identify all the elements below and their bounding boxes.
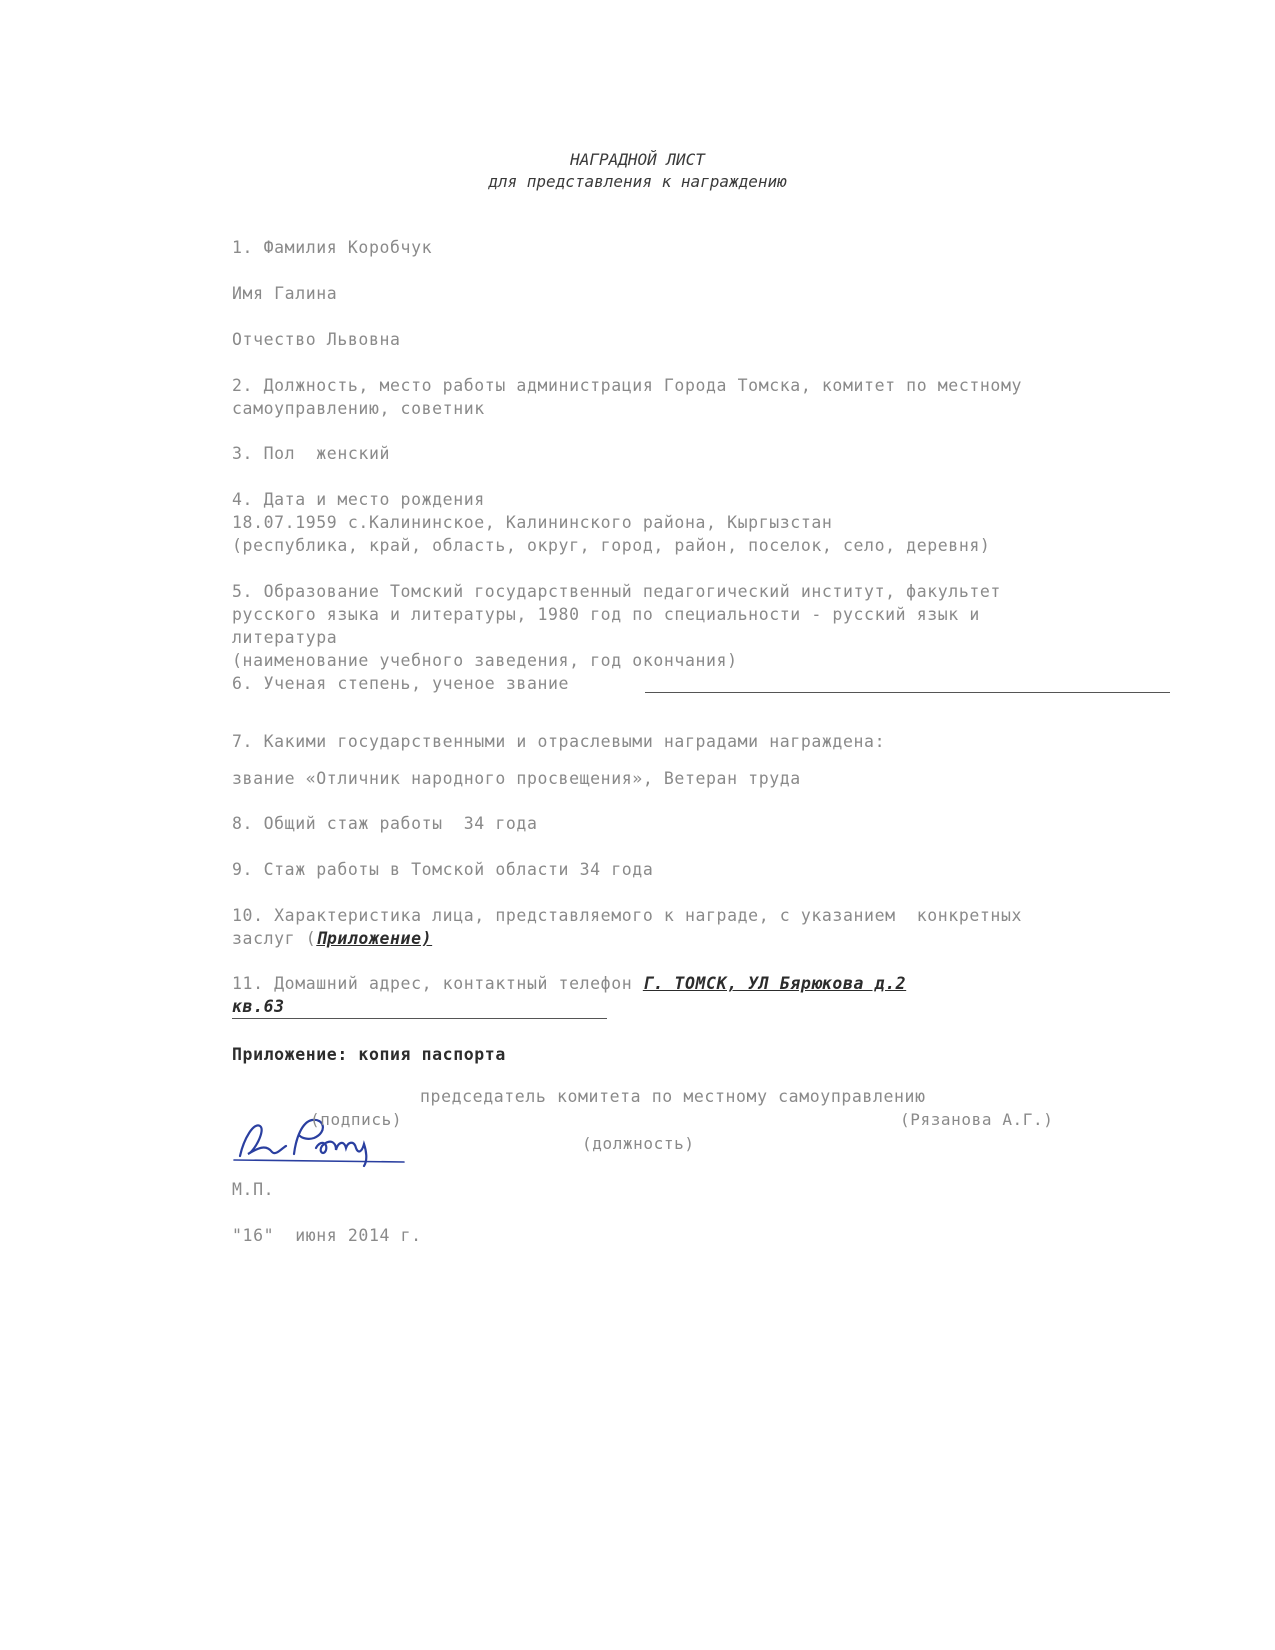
document-title: НАГРАДНОЙ ЛИСТ <box>570 150 705 169</box>
birth-value: 18.07.1959 с.Калининское, Калининского района, Кыргызстан <box>232 513 833 532</box>
characteristic-line-1: 10. Характеристика лица, представляемого к награде, с указанием конкретных <box>232 906 1023 925</box>
address-line-1 <box>232 972 906 995</box>
attachment-note: Приложение: копия паспорта <box>232 1045 506 1064</box>
patronymic-line: Отчество Львовна <box>232 330 401 349</box>
position-line-2: самоуправлению, советник <box>232 399 485 418</box>
address-underline <box>232 1018 607 1019</box>
education-line-3: литература <box>232 628 338 647</box>
total-experience-line: 8. Общий стаж работы 34 года <box>232 814 538 833</box>
education-line-1: 5. Образование Томский государственный педагогический институт, факультет <box>232 582 1001 601</box>
address-line-2: кв.63 <box>232 997 285 1016</box>
region-experience-line: 9. Стаж работы в Томской области 34 года <box>232 860 654 879</box>
name-line: Имя Галина <box>232 284 338 303</box>
characteristic-prefix: заслуг ( <box>232 929 317 948</box>
birth-hint: (республика, край, область, округ, город, район, поселок, село, деревня) <box>232 536 991 555</box>
signatory-role: председатель комитета по местному самоуправлению <box>420 1087 926 1106</box>
stamp-place: М.П. <box>232 1180 275 1199</box>
degree-blank-line <box>645 692 1170 693</box>
address-value: Г. ТОМСК, УЛ Бярюкова д.2 <box>642 974 907 993</box>
gender-line: 3. Пол женский <box>232 444 391 463</box>
position-line-1: 2. Должность, место работы администрация Города Томска, комитет по местному <box>232 376 1023 395</box>
surname-line: 1. Фамилия Коробчук <box>232 238 433 257</box>
signature-hint: (подпись) <box>310 1110 403 1129</box>
position-hint: (должность) <box>582 1134 695 1153</box>
degree-line: 6. Ученая степень, ученое звание <box>232 674 570 693</box>
signatory-name: (Рязанова А.Г.) <box>900 1110 1054 1129</box>
characteristic-line-2 <box>232 927 432 950</box>
education-hint: (наименование учебного заведения, год окончания) <box>232 651 738 670</box>
address-prefix: 11. Домашний адрес, контактный телефон <box>232 974 643 993</box>
awards-value: звание «Отличник народного просвещения», Ветеран труда <box>232 769 801 788</box>
birth-label: 4. Дата и место рождения <box>232 490 485 509</box>
document-subtitle: для представления к награждению <box>488 172 787 191</box>
document-date: "16" июня 2014 г. <box>232 1226 422 1245</box>
education-line-2: русского языка и литературы, 1980 год по специальности - русский язык и <box>232 605 980 624</box>
awards-label: 7. Какими государственными и отраслевыми наградами награждена: <box>232 732 886 751</box>
attachment-reference: Приложение) <box>316 929 433 948</box>
